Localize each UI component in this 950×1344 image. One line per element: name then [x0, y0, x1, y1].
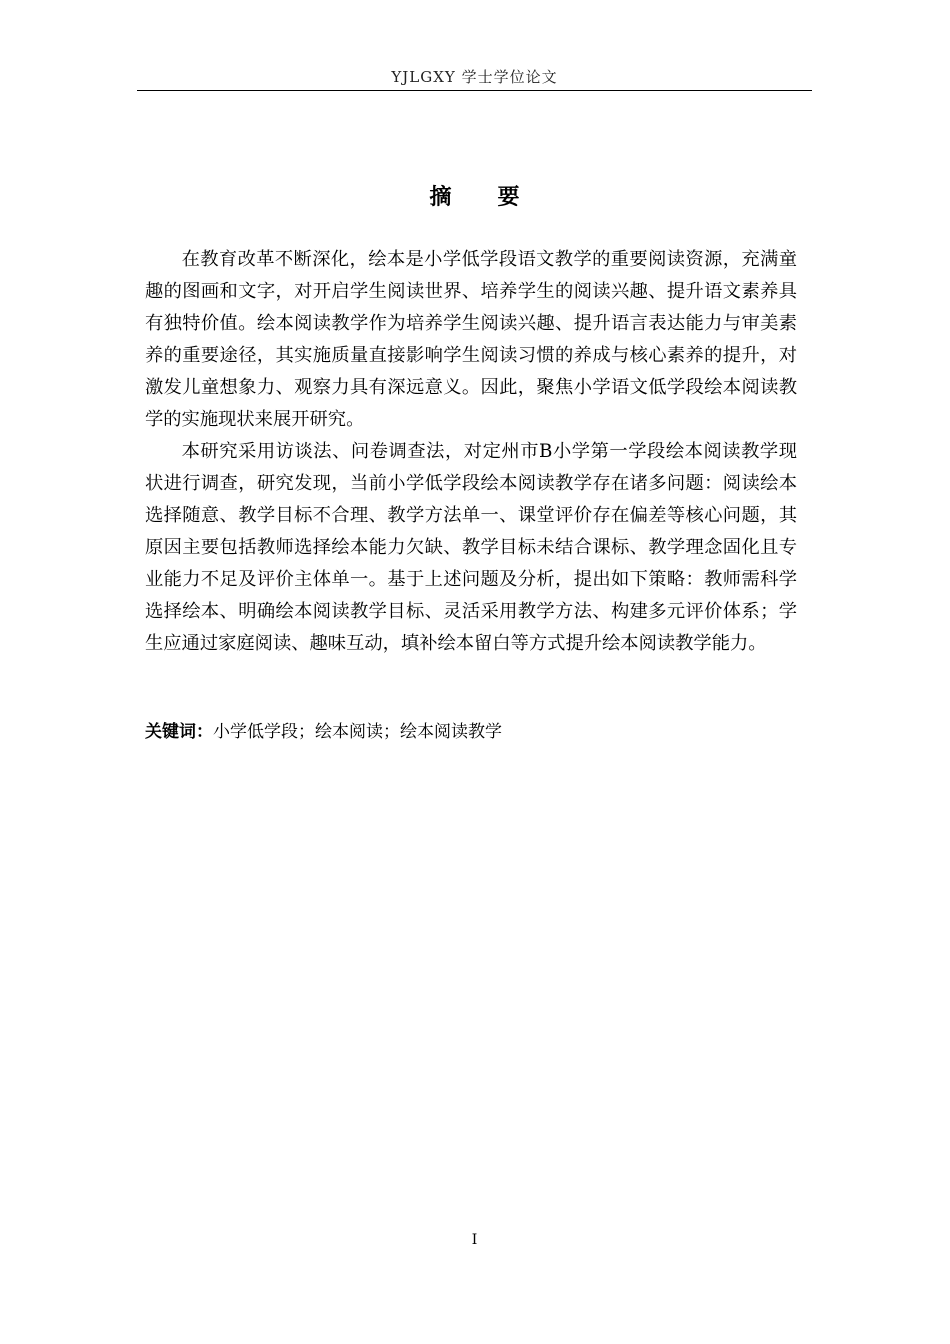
keywords-line	[145, 718, 797, 746]
section-title	[137, 180, 812, 211]
abstract-paragraph-2: 本研究采用访谈法、问卷调查法，对定州市B小学第一学段绘本阅读教学现状进行调查，研究发现，当前小学低学段绘本阅读教学存在诸多问题：阅读绘本选择随意、教学目标不合理、教学方法单一、课堂评价存在偏差等核心问题，其原因主要包括教师选择绘本能力欠缺、教学目标未结合课标、教学理念固化且专业能力不足及评价主体单一。基于上述问题及分析，提出如下策略：教师需科学选择绘本、明确绘本阅读教学目标、灵活采用教学方法、构建多元评价体系；学生应通过家庭阅读、趣味互动，填补绘本留白等方式提升绘本阅读教学能力。	[145, 441, 797, 654]
section-title-char-2: 要	[497, 185, 520, 210]
page-number: I	[471, 1232, 478, 1248]
header-divider	[137, 90, 812, 91]
section-title-char-1: 摘	[429, 185, 452, 210]
abstract-paragraph-1: 在教育改革不断深化，绘本是小学低学段语文教学的重要阅读资源，充满童趣的图画和文字，对开启学生阅读世界、培养学生的阅读兴趣、提升语文素养具有独特价值。绘本阅读教学作为培养学生阅读兴趣、提升语言表达能力与审美素养的重要途径，其实施质量直接影响学生阅读习惯的养成与核心素养的提升，对激发儿童想象力、观察力具有深远意义。因此，聚焦小学语文低学段绘本阅读教学的实施现状来展开研究。	[145, 249, 797, 430]
keywords-label: 关键词：	[145, 722, 213, 742]
keywords-value: 小学低学段；绘本阅读；绘本阅读教学	[213, 722, 502, 742]
running-header: YJLGXY 学士学位论文	[391, 68, 558, 86]
